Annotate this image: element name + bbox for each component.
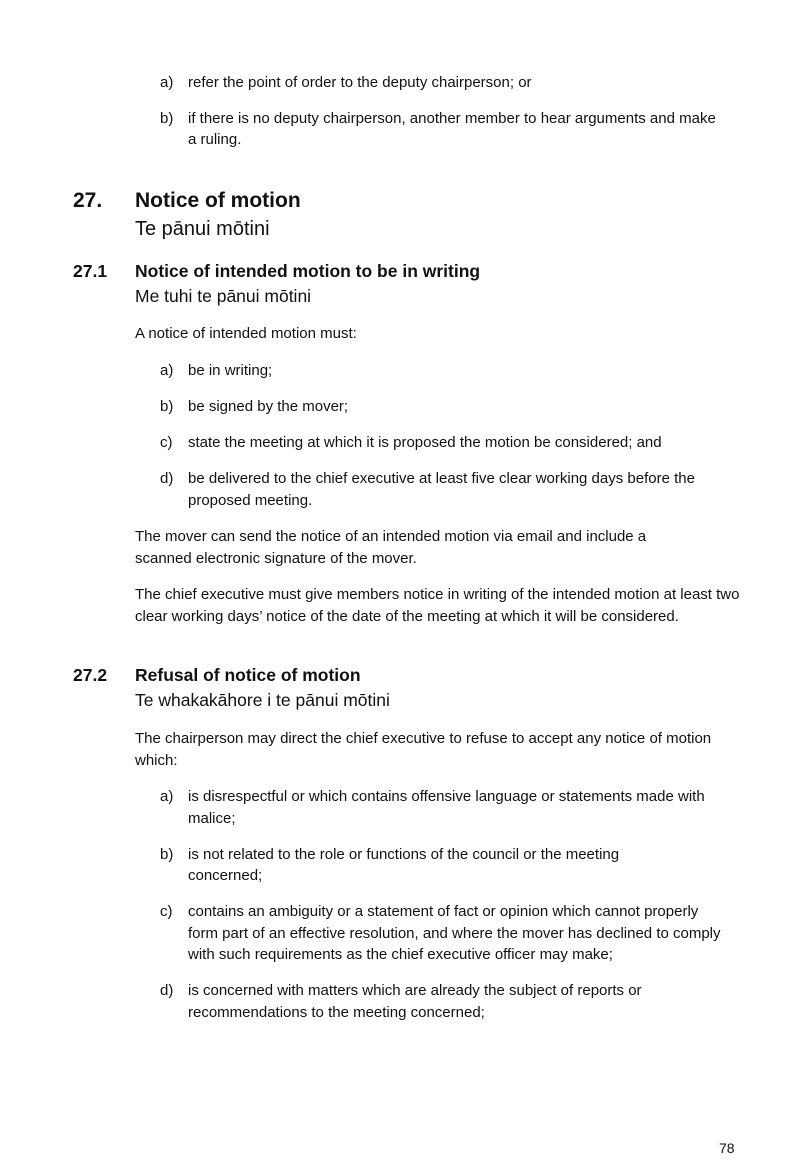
list-marker: a) <box>160 362 174 379</box>
list-marker: b) <box>160 845 174 863</box>
paragraph: A notice of intended motion must: <box>135 325 357 342</box>
list-text: state the meeting at which it is proposed the motion be considered; and <box>188 434 662 451</box>
list-item <box>160 360 760 382</box>
list-text: if there is no deputy chairperson, another member to hear arguments and make a ruling. <box>188 109 716 148</box>
paragraph: The mover can send the notice of an intended motion via email and include a scanned electronic signature of the mover. <box>135 528 647 567</box>
list-marker: a) <box>160 74 174 91</box>
list-text: be delivered to the chief executive at least five clear working days before the proposed meeting. <box>188 470 695 509</box>
list-text: contains an ambiguity or a statement of fact or opinion which cannot properly form part of an effective resolution, and where the mover has declined to comply with such requirements as the chief executive officer may make; <box>188 903 721 963</box>
requirements-list <box>160 360 760 511</box>
subsection-number: 27.1 <box>73 261 108 281</box>
list-item <box>160 468 760 511</box>
list-item <box>160 108 760 151</box>
list-marker: d) <box>160 982 174 999</box>
section-number: 27. <box>73 189 103 212</box>
list-marker: c) <box>160 903 173 920</box>
subsection-number: 27.2 <box>73 665 108 685</box>
paragraph: The chairperson may direct the chief executive to refuse to accept any notice of motion which: <box>135 730 712 769</box>
list-text: is not related to the role or functions of the council or the meeting concerned; <box>188 845 620 884</box>
subsection-subtitle: Me tuhi te pānui mōtini <box>135 286 312 306</box>
subsection-title: Notice of intended motion to be in writing <box>135 261 481 281</box>
list-item <box>160 901 760 966</box>
list-marker: d) <box>160 470 174 487</box>
list-text: be in writing; <box>188 362 273 379</box>
list-item <box>160 72 760 94</box>
page-number: 78 <box>719 1140 735 1156</box>
list-item <box>160 432 760 454</box>
section-title: Notice of motion <box>135 189 301 212</box>
list-text: be signed by the mover; <box>188 398 349 415</box>
list-item <box>160 786 760 829</box>
list-text: is disrespectful or which contains offensive language or statements made with malice; <box>188 788 705 827</box>
list-marker: c) <box>160 434 173 451</box>
list-marker: b) <box>160 398 174 415</box>
list-marker: a) <box>160 788 174 805</box>
intro-list <box>160 72 760 151</box>
list-item <box>160 980 760 1023</box>
list-item <box>160 396 760 418</box>
subsection-title: Refusal of notice of motion <box>135 665 361 685</box>
subsection-subtitle: Te whakakāhore i te pānui mōtini <box>135 690 390 710</box>
refusal-criteria-list <box>160 786 760 1023</box>
paragraph: The chief executive must give members notice in writing of the intended motion at least two clear working days’ notice of the date of the meeting at which it will be considered. <box>135 586 740 625</box>
list-text: refer the point of order to the deputy chairperson; or <box>188 74 532 91</box>
section-subtitle: Te pānui mōtini <box>135 218 270 240</box>
list-item <box>160 844 760 887</box>
list-marker: b) <box>160 109 174 127</box>
list-text: is concerned with matters which are already the subject of reports or recommendations to the meeting concerned; <box>188 982 642 1021</box>
